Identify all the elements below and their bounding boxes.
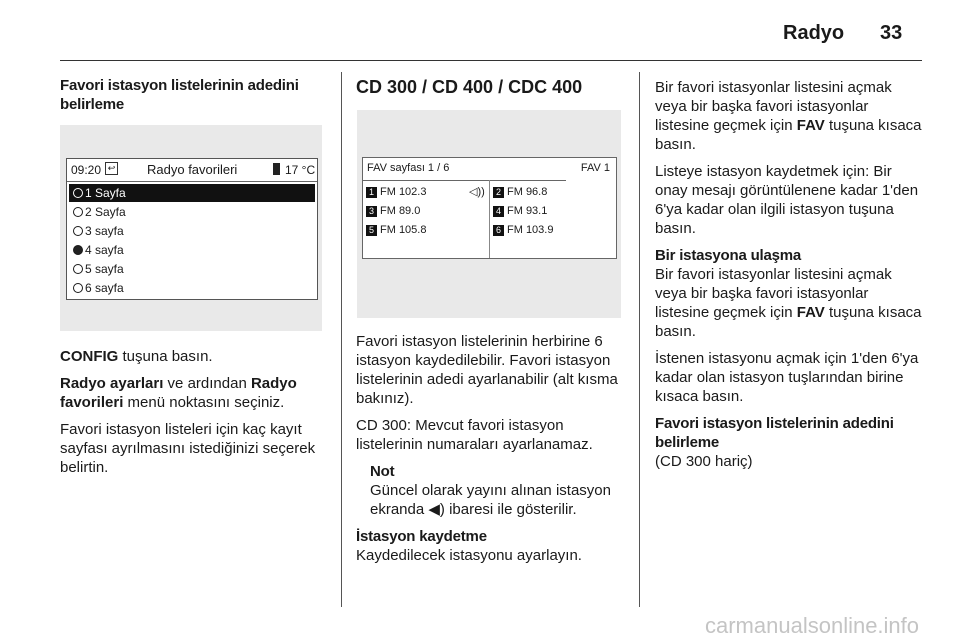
paragraph: Favori istasyon listelerinin herbirine 6 istasyon kaydedilebilir. Favori istasyon listelerinin adedi ayarlanabilir (alt kısma bakınız). xyxy=(356,333,618,407)
column-2-body xyxy=(356,332,631,573)
note-box xyxy=(370,462,631,519)
page-number: 33 xyxy=(880,22,903,44)
speaker-icon: ◁)) xyxy=(469,186,485,198)
preset-cell[interactable] xyxy=(366,184,426,200)
radio-icon xyxy=(73,188,83,198)
preset-number: 5 xyxy=(366,225,377,236)
paragraph: (CD 300 hariç) xyxy=(655,453,753,470)
paragraph xyxy=(655,265,925,341)
list-item-label: 4 sayfa xyxy=(85,243,124,257)
list-item-label: 1 Sayfa xyxy=(85,186,126,200)
thermometer-icon xyxy=(273,163,280,175)
preset-cell[interactable] xyxy=(493,222,553,238)
list-item[interactable] xyxy=(69,279,315,297)
text: tuşuna kısaca basın. xyxy=(655,304,922,340)
column-divider-1 xyxy=(341,72,342,607)
radio-icon xyxy=(73,264,83,274)
list-item[interactable] xyxy=(69,184,315,202)
preset-number: 6 xyxy=(493,225,504,236)
radio-favorites-screen xyxy=(66,158,318,300)
list-item-label: 5 sayfa xyxy=(85,262,124,276)
fav-page-screen-image xyxy=(357,110,621,318)
screen-title: Radyo favorileri xyxy=(147,162,238,177)
section-heading: CD 300 / CD 400 / CDC 400 xyxy=(356,77,583,97)
screen-time: 09:20 xyxy=(71,163,102,177)
note-title: Not xyxy=(370,463,395,480)
key-fav: FAV xyxy=(796,117,825,134)
list-item-label: 3 sayfa xyxy=(85,224,124,238)
note-text xyxy=(370,481,631,519)
subsection-heading: İstasyon kaydetme xyxy=(356,528,487,545)
paragraph: Listeye istasyon kaydetmek için: Bir onay mesajı görüntülenene kadar 1'den 6'ya kadar olan ilgili istasyon tuşuna basın. xyxy=(655,163,919,237)
list-item[interactable] xyxy=(69,260,315,278)
paragraph xyxy=(60,347,330,366)
fav-page-title: FAV sayfası 1 / 6 xyxy=(367,162,450,174)
header-rule xyxy=(60,60,922,61)
text: ve ardından xyxy=(163,375,251,392)
preset-number: 2 xyxy=(493,187,504,198)
back-icon: ↩ xyxy=(105,162,118,175)
screen-status-bar xyxy=(67,159,317,181)
paragraph: İstenen istasyonu açmak için 1'den 6'ya kadar olan istasyon tuşlarından birine kısaca basın. xyxy=(655,350,919,405)
radio-icon xyxy=(73,226,83,236)
column-3 xyxy=(655,78,925,479)
paragraph: Kaydedilecek istasyonu ayarlayın. xyxy=(356,547,582,564)
preset-number: 1 xyxy=(366,187,377,198)
preset-frequency: FM 89.0 xyxy=(380,205,421,217)
section-heading: Favori istasyon listelerinin adedini belirleme xyxy=(60,77,299,113)
paragraph xyxy=(60,374,330,412)
speaker-icon: ◀) xyxy=(428,501,445,518)
column-divider-2 xyxy=(639,72,640,607)
key-fav: FAV xyxy=(796,304,825,321)
radio-icon xyxy=(73,283,83,293)
key-config: CONFIG xyxy=(60,348,119,365)
radio-favorites-screen-image xyxy=(60,125,322,331)
preset-frequency: FM 105.8 xyxy=(380,224,427,236)
text: tuşuna kısaca basın. xyxy=(655,117,922,153)
fav-header-line xyxy=(363,180,566,181)
fav-page-screen xyxy=(362,157,617,259)
column-1 xyxy=(60,76,326,114)
column-2-heading xyxy=(356,78,626,105)
preset-number: 3 xyxy=(366,206,377,217)
preset-frequency: FM 103.9 xyxy=(507,224,554,236)
list-item[interactable] xyxy=(69,241,315,259)
preset-frequency: FM 96.8 xyxy=(507,186,548,198)
menu-radio-settings: Radyo ayarları xyxy=(60,375,164,392)
paragraph: CD 300: Mevcut favori istasyon listelerinin numaraları ayarlanamaz. xyxy=(356,417,593,453)
text: Güncel olarak yayını alınan istasyon ekranda xyxy=(370,482,611,518)
header-title: Radyo xyxy=(783,22,845,44)
list-item-label: 2 Sayfa xyxy=(85,205,126,219)
menu-radio-favorites: Radyo favorileri xyxy=(60,375,297,411)
watermark-url: carmanualsonline.info xyxy=(705,613,920,638)
paragraph xyxy=(655,78,925,154)
list-item-label: 6 sayfa xyxy=(85,281,124,295)
text: ibaresi ile gösterilir. xyxy=(444,501,577,518)
preset-frequency: FM 102.3 xyxy=(380,186,427,198)
fav-grid-mid-line xyxy=(489,180,490,258)
text: tuşuna basın. xyxy=(118,348,213,365)
preset-cell[interactable] xyxy=(366,222,426,238)
preset-frequency: FM 93.1 xyxy=(507,205,548,217)
text: Bir favori istasyonlar listesini açmak veya bir başka favori istasyonlar listesine geçmek için xyxy=(655,79,892,134)
preset-cell[interactable] xyxy=(366,203,420,219)
preset-number: 4 xyxy=(493,206,504,217)
subsection-heading: Bir istasyona ulaşma xyxy=(655,247,802,264)
list-item[interactable] xyxy=(69,222,315,240)
screen-divider xyxy=(67,181,317,182)
radio-checked-icon xyxy=(73,245,83,255)
text: Bir favori istasyonlar listesini açmak veya bir başka favori istasyonlar listesine geçmek için xyxy=(655,266,892,321)
column-1-body xyxy=(60,347,330,485)
subsection-heading: Favori istasyon listelerinin adedini belirleme xyxy=(655,415,894,451)
fav-tab: FAV 1 xyxy=(580,162,610,174)
screen-temperature: 17 °C xyxy=(285,163,316,177)
list-item[interactable] xyxy=(69,203,315,221)
text: menü noktasını seçiniz. xyxy=(123,394,285,411)
preset-cell[interactable] xyxy=(493,203,547,219)
radio-icon xyxy=(73,207,83,217)
preset-cell[interactable] xyxy=(493,184,547,200)
paragraph: Favori istasyon listeleri için kaç kayıt sayfası ayrılmasını istediğinizi seçerek belirtin. xyxy=(60,421,316,476)
